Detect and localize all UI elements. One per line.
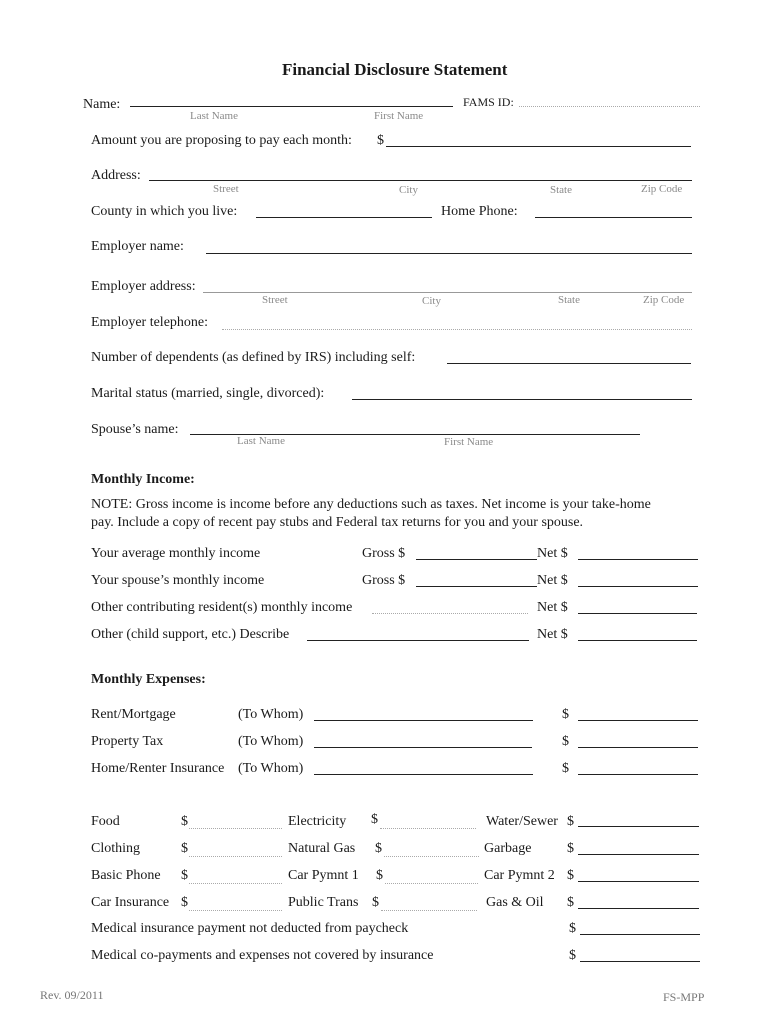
electricity-field[interactable]: [380, 828, 476, 829]
expense-label-car-payment-1: Car Pymnt 1: [288, 868, 359, 883]
gross-label: Gross $: [362, 573, 406, 588]
to-whom-label: (To Whom): [238, 761, 304, 776]
gross-label: Gross $: [362, 546, 406, 561]
name-hint-last: Last Name: [190, 110, 238, 122]
medical-copay-dollar: $: [569, 948, 576, 963]
income-note-line2: pay. Include a copy of recent pay stubs and Federal tax returns for you and your spouse.: [91, 515, 584, 530]
dependents-label: Number of dependents (as defined by IRS) including self:: [91, 350, 416, 365]
food-field[interactable]: [189, 828, 282, 829]
marital-label: Marital status (married, single, divorced):: [91, 386, 325, 401]
home-phone-field[interactable]: [535, 217, 692, 218]
net-label: Net $: [537, 627, 568, 642]
net-label: Net $: [537, 546, 568, 561]
car-payment-1-dollar: $: [376, 868, 383, 883]
dependents-field[interactable]: [447, 363, 691, 364]
amount-dollar: $: [377, 133, 384, 148]
income-row-label: Other contributing resident(s) monthly income: [91, 600, 353, 615]
spouse-name-label: Spouse’s name:: [91, 422, 179, 437]
medical-payment-field[interactable]: [580, 934, 700, 935]
fams-id-field[interactable]: [519, 106, 700, 107]
car-payment-2-dollar: $: [567, 868, 574, 883]
expense-label-public-trans: Public Trans: [288, 895, 359, 910]
other-resident-field[interactable]: [372, 613, 528, 614]
food-dollar: $: [181, 814, 188, 829]
expense-label-food: Food: [91, 814, 120, 829]
natural-gas-dollar: $: [375, 841, 382, 856]
insurance-dollar: $: [562, 761, 569, 776]
electricity-dollar: $: [371, 812, 378, 827]
gross-field[interactable]: [416, 559, 537, 560]
rent-to-whom-field[interactable]: [314, 720, 533, 721]
employer-hint-city: City: [422, 295, 441, 307]
insurance-to-whom-field[interactable]: [314, 774, 533, 775]
revision-label: Rev. 09/2011: [40, 988, 104, 1002]
public-trans-field[interactable]: [381, 910, 477, 911]
property-tax-dollar: $: [562, 734, 569, 749]
car-insurance-field[interactable]: [189, 910, 282, 911]
water-field[interactable]: [578, 826, 699, 827]
address-hint-zip: Zip Code: [641, 183, 683, 195]
medical-copay-label: Medical co-payments and expenses not covered by insurance: [91, 948, 434, 963]
expense-label-basic-phone: Basic Phone: [91, 868, 161, 883]
net-field[interactable]: [578, 613, 697, 614]
form-code: FS-MPP: [663, 990, 705, 1004]
rent-dollar: $: [562, 707, 569, 722]
natural-gas-field[interactable]: [384, 856, 479, 857]
garbage-field[interactable]: [578, 854, 699, 855]
page-title: Financial Disclosure Statement: [282, 60, 508, 79]
income-row-label: Other (child support, etc.) Describe: [91, 627, 290, 642]
income-row-label: Your spouse’s monthly income: [91, 573, 265, 588]
spouse-hint-last: Last Name: [237, 435, 285, 447]
county-field[interactable]: [256, 217, 432, 218]
income-heading: Monthly Income:: [91, 472, 195, 487]
car-payment-1-field[interactable]: [385, 883, 478, 884]
medical-payment-dollar: $: [569, 921, 576, 936]
spouse-hint-first: First Name: [444, 436, 494, 448]
clothing-field[interactable]: [189, 856, 282, 857]
net-field[interactable]: [578, 586, 698, 587]
home-phone-label: Home Phone:: [441, 204, 518, 219]
medical-payment-label: Medical insurance payment not deducted from paycheck: [91, 921, 409, 936]
employer-hint-state: State: [558, 294, 580, 306]
net-label: Net $: [537, 573, 568, 588]
net-field[interactable]: [578, 559, 698, 560]
car-insurance-dollar: $: [181, 895, 188, 910]
fams-id-label: FAMS ID:: [463, 95, 514, 109]
to-whom-label: (To Whom): [238, 734, 304, 749]
expense-label-car-insurance: Car Insurance: [91, 895, 170, 910]
gas-oil-field[interactable]: [578, 908, 699, 909]
marital-field[interactable]: [352, 399, 692, 400]
address-label: Address:: [91, 168, 141, 183]
address-field[interactable]: [149, 180, 692, 181]
basic-phone-dollar: $: [181, 868, 188, 883]
income-row-label: Your average monthly income: [91, 546, 261, 561]
basic-phone-field[interactable]: [189, 883, 282, 884]
employer-telephone-label: Employer telephone:: [91, 315, 209, 330]
expense-label-gas-oil: Gas & Oil: [486, 895, 544, 910]
income-note-line1: NOTE: Gross income is income before any deductions such as taxes. Net income is your take-home: [91, 497, 651, 512]
employer-address-label: Employer address:: [91, 279, 196, 294]
car-payment-2-field[interactable]: [578, 881, 699, 882]
expense-label-clothing: Clothing: [91, 841, 141, 856]
insurance-label: Home/Renter Insurance: [91, 761, 225, 776]
net-label: Net $: [537, 600, 568, 615]
insurance-amount-field[interactable]: [578, 774, 698, 775]
employer-hint-street: Street: [262, 294, 288, 306]
employer-hint-zip: Zip Code: [643, 294, 685, 306]
address-hint-state: State: [550, 184, 572, 196]
water-dollar: $: [567, 814, 574, 829]
name-field[interactable]: [130, 106, 453, 107]
gross-field[interactable]: [416, 586, 537, 587]
rent-label: Rent/Mortgage: [91, 707, 176, 722]
expense-label-natural-gas: Natural Gas: [288, 841, 356, 856]
public-trans-dollar: $: [372, 895, 379, 910]
expense-label-electricity: Electricity: [288, 814, 347, 829]
expense-label-car-payment-2: Car Pymnt 2: [484, 868, 555, 883]
garbage-dollar: $: [567, 841, 574, 856]
rent-amount-field[interactable]: [578, 720, 698, 721]
other-describe-field[interactable]: [307, 640, 529, 641]
county-label: County in which you live:: [91, 204, 238, 219]
clothing-dollar: $: [181, 841, 188, 856]
employer-name-label: Employer name:: [91, 239, 184, 254]
address-hint-city: City: [399, 184, 418, 196]
expense-label-garbage: Garbage: [484, 841, 532, 856]
name-hint-first: First Name: [374, 110, 424, 122]
address-hint-street: Street: [213, 183, 239, 195]
expense-label-water: Water/Sewer: [486, 814, 558, 829]
net-field[interactable]: [578, 640, 697, 641]
employer-address-field[interactable]: [203, 292, 692, 293]
employer-name-field[interactable]: [206, 253, 692, 254]
gas-oil-dollar: $: [567, 895, 574, 910]
medical-copay-field[interactable]: [580, 961, 700, 962]
employer-telephone-field[interactable]: [222, 329, 692, 330]
to-whom-label: (To Whom): [238, 707, 304, 722]
amount-field[interactable]: [386, 146, 691, 147]
property-tax-label: Property Tax: [91, 734, 164, 749]
name-label: Name:: [83, 97, 121, 112]
expenses-heading: Monthly Expenses:: [91, 672, 206, 687]
property-tax-to-whom-field[interactable]: [314, 747, 532, 748]
property-tax-amount-field[interactable]: [578, 747, 698, 748]
amount-label: Amount you are proposing to pay each month:: [91, 133, 352, 148]
